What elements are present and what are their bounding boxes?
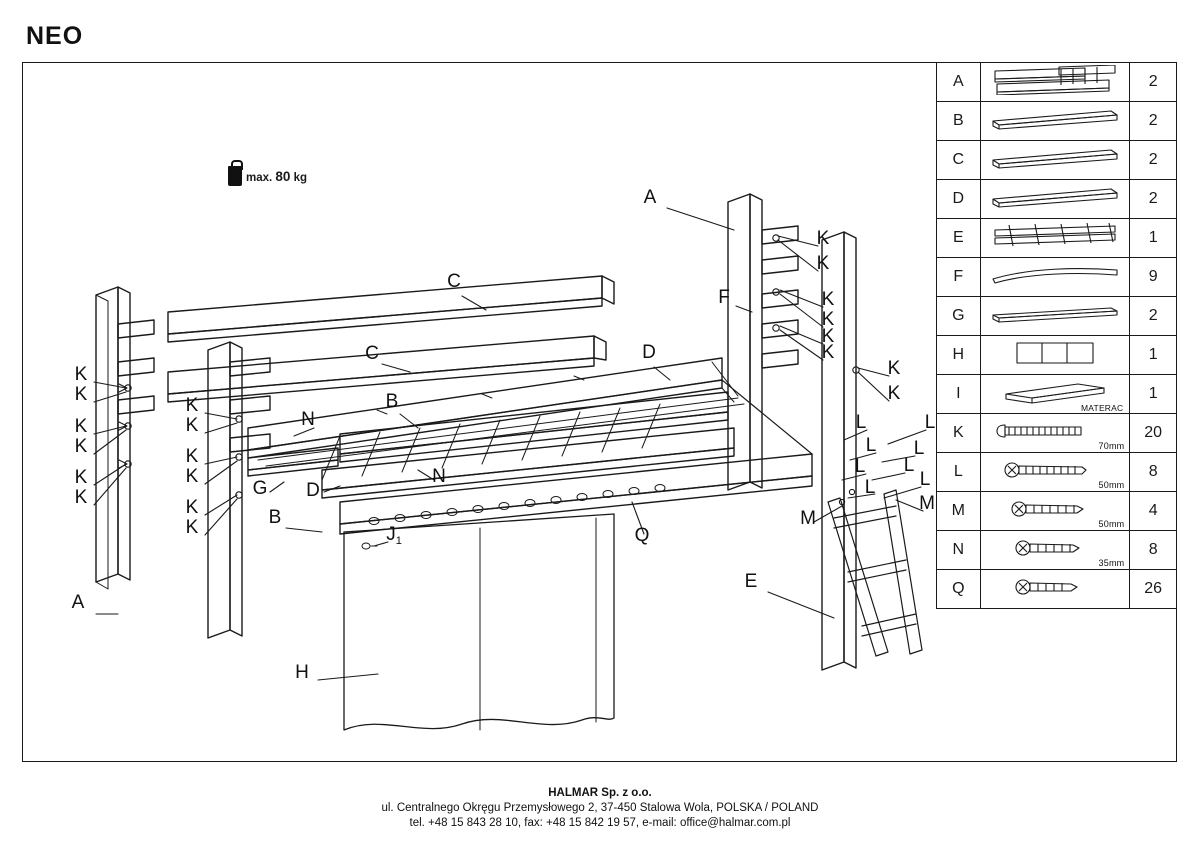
part-quantity: 1 bbox=[1130, 336, 1177, 375]
part-quantity: 8 bbox=[1130, 531, 1177, 570]
parts-table-row bbox=[937, 258, 1177, 297]
callout-label-k: K bbox=[185, 415, 199, 436]
part-icon-cell bbox=[980, 375, 1130, 414]
callout-label-a: A bbox=[643, 187, 657, 208]
callout-label-k: K bbox=[74, 487, 88, 508]
callout-label-l: L bbox=[903, 455, 915, 476]
panel-with-rungs-icon bbox=[989, 65, 1121, 99]
part-note: 50mm bbox=[1098, 519, 1125, 529]
part-icon-cell bbox=[980, 258, 1130, 297]
callout-label-k: K bbox=[185, 446, 199, 467]
parts-table-row bbox=[937, 453, 1177, 492]
callout-label-k: K bbox=[821, 289, 835, 310]
parts-table-row bbox=[937, 102, 1177, 141]
part-quantity: 2 bbox=[1130, 63, 1177, 102]
narrow-board-icon bbox=[989, 305, 1121, 327]
part-letter: K bbox=[937, 414, 981, 453]
part-icon-cell bbox=[980, 219, 1130, 258]
assembly-drawing bbox=[22, 62, 937, 762]
part-letter: N bbox=[937, 531, 981, 570]
callout-label-l: L bbox=[855, 412, 867, 433]
parts-table-row bbox=[937, 492, 1177, 531]
footer-company: HALMAR Sp. z o.o. bbox=[548, 787, 652, 799]
callout-label-k: K bbox=[185, 466, 199, 487]
part-icon-cell bbox=[980, 531, 1130, 570]
callout-label-c: C bbox=[365, 343, 379, 364]
long-board-icon bbox=[989, 147, 1121, 173]
part-quantity: 1 bbox=[1130, 219, 1177, 258]
part-icon-cell bbox=[980, 570, 1130, 609]
part-icon-cell bbox=[980, 180, 1130, 219]
part-quantity: 9 bbox=[1130, 258, 1177, 297]
part-icon-cell bbox=[980, 414, 1130, 453]
part-letter: D bbox=[937, 180, 981, 219]
callout-label-k: K bbox=[816, 228, 830, 249]
callout-label-k: K bbox=[887, 383, 901, 404]
part-note: 35mm bbox=[1098, 558, 1125, 568]
part-letter: A bbox=[937, 63, 981, 102]
part-quantity: 2 bbox=[1130, 141, 1177, 180]
max-load-badge bbox=[228, 160, 307, 186]
parts-table bbox=[936, 62, 1177, 609]
callout-label-l: L bbox=[854, 456, 866, 477]
callout-label-k: K bbox=[74, 436, 88, 457]
callout-label-d: D bbox=[306, 480, 320, 501]
parts-table-row bbox=[937, 414, 1177, 453]
callout-label-l: L bbox=[924, 412, 936, 433]
parts-table-row bbox=[937, 531, 1177, 570]
part-note: MATERAC bbox=[1081, 403, 1124, 413]
page-title: NEO bbox=[26, 22, 84, 50]
callout-label-k: K bbox=[74, 416, 88, 437]
part-icon-cell bbox=[980, 297, 1130, 336]
callout-label-k: K bbox=[821, 326, 835, 347]
weight-icon bbox=[228, 160, 242, 186]
callout-label-b: B bbox=[385, 391, 399, 412]
footer bbox=[0, 786, 1200, 831]
part-icon-cell bbox=[980, 492, 1130, 531]
callout-label-q: Q bbox=[634, 525, 650, 546]
part-quantity: 26 bbox=[1130, 570, 1177, 609]
parts-table-row bbox=[937, 219, 1177, 258]
callout-label-b: B bbox=[268, 507, 282, 528]
part-letter: Q bbox=[937, 570, 981, 609]
footer-address: ul. Centralnego Okręgu Przemysłowego 2, 37-450 Stalowa Wola, POLSKA / POLAND bbox=[381, 802, 819, 814]
part-letter: B bbox=[937, 102, 981, 141]
part-letter: E bbox=[937, 219, 981, 258]
slat-icon bbox=[989, 265, 1121, 289]
part-letter: F bbox=[937, 258, 981, 297]
callout-label-l: L bbox=[865, 435, 877, 456]
callout-label-l: L bbox=[864, 477, 876, 498]
callout-label-k: K bbox=[816, 253, 830, 274]
part-quantity: 2 bbox=[1130, 102, 1177, 141]
callout-label-k: K bbox=[821, 309, 835, 330]
callout-label-n: N bbox=[432, 466, 446, 487]
parts-table-row bbox=[937, 141, 1177, 180]
screw-q-icon bbox=[1011, 578, 1099, 600]
part-quantity: 4 bbox=[1130, 492, 1177, 531]
callout-label-n: N bbox=[301, 409, 315, 430]
long-board-icon bbox=[989, 108, 1121, 134]
part-quantity: 1 bbox=[1130, 375, 1177, 414]
part-icon-cell bbox=[980, 102, 1130, 141]
callout-label-k: K bbox=[821, 342, 835, 363]
part-quantity: 2 bbox=[1130, 180, 1177, 219]
callout-label-j: $J_1$ bbox=[386, 524, 402, 547]
part-note: 50mm bbox=[1098, 480, 1125, 490]
max-load-value: 80 bbox=[275, 169, 291, 184]
callout-label-k: K bbox=[887, 358, 901, 379]
part-letter: G bbox=[937, 297, 981, 336]
callout-label-d: D bbox=[642, 342, 656, 363]
screw-n-icon bbox=[1011, 539, 1099, 561]
part-icon-cell bbox=[980, 63, 1130, 102]
callout-label-g: G bbox=[252, 478, 268, 499]
long-board-icon bbox=[989, 186, 1121, 212]
callout-label-c: C bbox=[447, 271, 461, 292]
part-quantity: 8 bbox=[1130, 453, 1177, 492]
callout-label-l: L bbox=[913, 438, 925, 459]
part-letter: H bbox=[937, 336, 981, 375]
parts-table-row bbox=[937, 297, 1177, 336]
callout-label-f: F bbox=[718, 287, 730, 308]
part-icon-cell bbox=[980, 141, 1130, 180]
parts-table-row bbox=[937, 180, 1177, 219]
callout-label-k: K bbox=[74, 467, 88, 488]
callout-label-k: K bbox=[74, 384, 88, 405]
callout-label-k: K bbox=[185, 395, 199, 416]
callout-label-a: A bbox=[71, 592, 85, 613]
part-quantity: 20 bbox=[1130, 414, 1177, 453]
callout-label-k: K bbox=[185, 517, 199, 538]
part-letter: C bbox=[937, 141, 981, 180]
footer-contact: tel. +48 15 843 28 10, fax: +48 15 842 19 57, e-mail: office@halmar.com.pl bbox=[409, 817, 791, 829]
screw-m-icon bbox=[1007, 500, 1103, 522]
max-load-text bbox=[246, 169, 307, 186]
ladder-icon bbox=[989, 222, 1121, 254]
part-letter: M bbox=[937, 492, 981, 531]
max-load-unit: kg bbox=[293, 172, 308, 184]
callout-label-k: K bbox=[185, 497, 199, 518]
part-quantity: 2 bbox=[1130, 297, 1177, 336]
parts-table-row bbox=[937, 63, 1177, 102]
part-icon-cell bbox=[980, 336, 1130, 375]
part-icon-cell bbox=[980, 453, 1130, 492]
callout-label-l: L bbox=[919, 469, 931, 490]
callout-label-h: H bbox=[295, 662, 309, 683]
curtain-panel-icon bbox=[1014, 340, 1096, 370]
callout-label-k: K bbox=[74, 364, 88, 385]
screw-l-icon bbox=[1000, 461, 1110, 483]
callout-label-m: M bbox=[919, 493, 935, 514]
parts-table-row bbox=[937, 336, 1177, 375]
parts-table-row bbox=[937, 375, 1177, 414]
part-note: 70mm bbox=[1098, 441, 1125, 451]
callout-label-m: M bbox=[800, 508, 816, 529]
callout-label-e: E bbox=[744, 571, 758, 592]
part-letter: I bbox=[937, 375, 981, 414]
parts-table-row bbox=[937, 570, 1177, 609]
max-load-prefix: max. bbox=[246, 172, 273, 184]
part-letter: L bbox=[937, 453, 981, 492]
